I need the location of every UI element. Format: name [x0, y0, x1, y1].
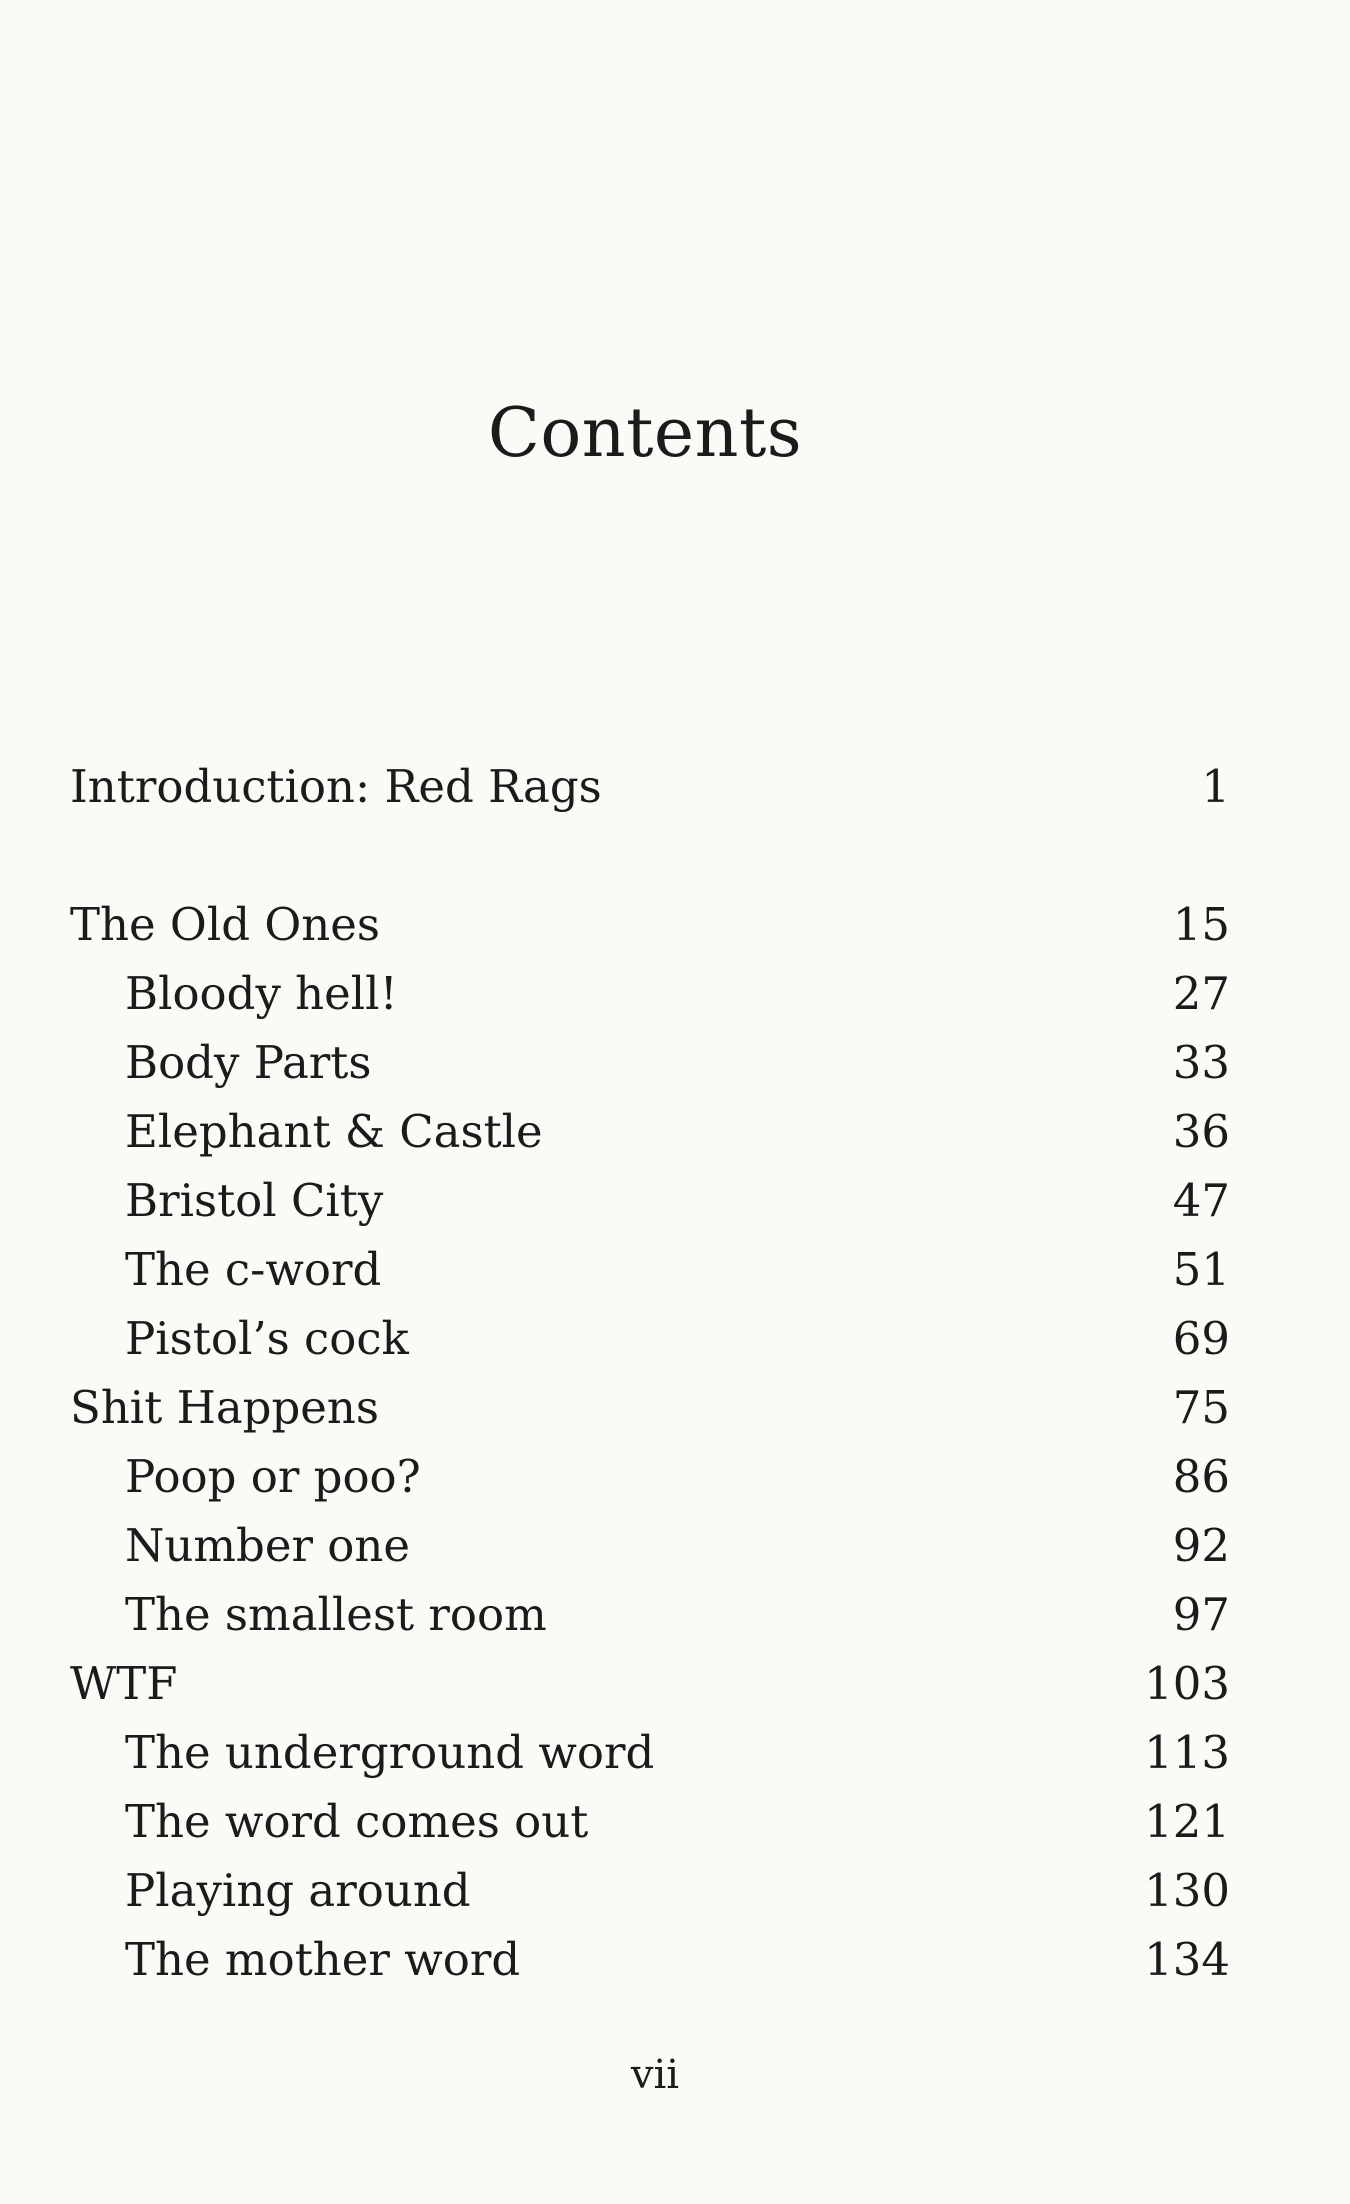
- toc-entry-title: The mother word: [125, 1933, 521, 1986]
- toc-entry-page: 27: [1172, 967, 1230, 1020]
- toc-entry-title: The smallest room: [125, 1588, 547, 1641]
- toc-entry: [70, 1450, 1230, 1510]
- toc-entry-page: 47: [1172, 1174, 1230, 1227]
- toc-entry-page: 121: [1144, 1795, 1230, 1848]
- toc-entry-page: 130: [1144, 1864, 1230, 1917]
- toc-entry: [70, 1105, 1230, 1165]
- toc-entry-title: WTF: [70, 1657, 178, 1710]
- toc-entry: [70, 1381, 1230, 1441]
- toc-entry-title: Number one: [125, 1519, 410, 1572]
- toc-entry: [70, 1726, 1230, 1786]
- toc-entry-title: Bloody hell!: [125, 967, 398, 1020]
- toc-entry: [70, 1036, 1230, 1096]
- toc-entry: [70, 1657, 1230, 1717]
- toc-entry-title: Bristol City: [125, 1174, 384, 1227]
- toc-entry-page: 51: [1172, 1243, 1230, 1296]
- toc-entry-page: 69: [1172, 1312, 1230, 1365]
- toc-entry: [70, 898, 1230, 958]
- toc-entry-page: 97: [1172, 1588, 1230, 1641]
- toc-entry-page: 75: [1172, 1381, 1230, 1434]
- toc-entry-page: 33: [1172, 1036, 1230, 1089]
- toc-entry-page: 1: [1201, 760, 1230, 813]
- toc-entry: [70, 1312, 1230, 1372]
- page-number: vii: [630, 2052, 680, 2098]
- toc-entry: [70, 760, 1230, 820]
- toc-entry-title: The c-word: [125, 1243, 382, 1296]
- toc-entry: [70, 1864, 1230, 1924]
- toc-entry: [70, 1243, 1230, 1303]
- toc-entry-page: 113: [1144, 1726, 1230, 1779]
- toc-entry-page: 15: [1172, 898, 1230, 951]
- toc-entry: [70, 1588, 1230, 1648]
- toc-entry: [70, 1795, 1230, 1855]
- toc-entry-title: Pistol’s cock: [125, 1312, 409, 1365]
- toc-entry-title: Playing around: [125, 1864, 471, 1917]
- toc-entry-page: 103: [1144, 1657, 1230, 1710]
- toc-entry: [70, 967, 1230, 1027]
- toc-entry-title: Poop or poo?: [125, 1450, 421, 1503]
- toc-entry-title: Introduction: Red Rags: [70, 760, 602, 813]
- toc-entry-title: Elephant & Castle: [125, 1105, 543, 1158]
- toc-entry: [70, 1933, 1230, 1993]
- toc-entry-page: 92: [1172, 1519, 1230, 1572]
- toc-entry-page: 134: [1144, 1933, 1230, 1986]
- page-title: Contents: [487, 394, 803, 473]
- toc-entry-title: The word comes out: [125, 1795, 589, 1848]
- toc-entry-page: 86: [1172, 1450, 1230, 1503]
- toc-entry-title: The underground word: [125, 1726, 655, 1779]
- toc-entry-title: Shit Happens: [70, 1381, 379, 1434]
- toc-entry-title: Body Parts: [125, 1036, 372, 1089]
- toc-entry-title: The Old Ones: [70, 898, 380, 951]
- toc-entry: [70, 1174, 1230, 1234]
- toc-entry-page: 36: [1172, 1105, 1230, 1158]
- toc-entry: [70, 1519, 1230, 1579]
